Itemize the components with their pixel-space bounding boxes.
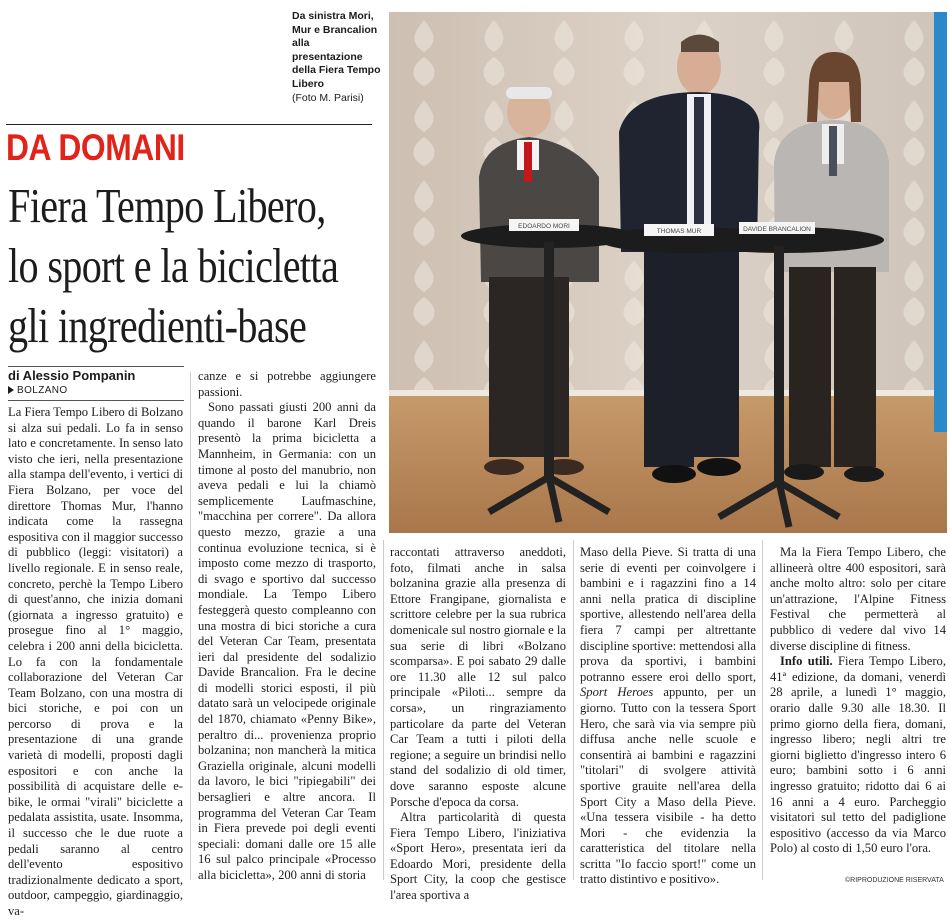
paragraph: Ma la Fiera Tempo Libero, che allineerà oltre 400 espositori, sarà anche molto altro: solo per citare un'attrazione, l'Alpine Fitness Festival che permetterà al pubblico di vedere dal vivo 14 diverse discipline di fitness. (770, 545, 946, 653)
article-column-2 (198, 369, 376, 882)
byline-rule (8, 366, 184, 367)
paragraph: La Fiera Tempo Libero di Bolzano si alza sui pedali. Lo fa in senso lato e concretamente. In senso lato visto che ieri, nella presentazione alla stampa dell'evento, i vertici di Fiera Bolzano, per voce del direttore Thomas Mur, l'hanno indicata come la rassegna espositiva con il maggior successo di pubblico (leggi: visitatori) a livello regionale. E in senso reale, concreto, perchè la Tempo Libero di quest'anno, che inizia domani (giornata a ingresso gratuito) e prosegue fino al 1° maggio, celebra i 200 anni della bicicletta. Lo fa con la fondamentale collaborazione del Veteran Car Team Bolzano, con una mostra di bici storiche, e poi con un percorso di prova e la presentazione di una grande varietà di modelli, proposti dagli espositori e con anche la possibilità di acquistare delle e-bike, le ormai "virali" biciclette a pedalata assistita, usate. Insomma, il successo che le due ruote a pedali saranno al centro dell'evento espositivo tradizionalmente dedicato a sport, outdoor, campeggio, giardinaggio, va- (8, 405, 183, 918)
column-rule-3 (573, 540, 574, 880)
paragraph: Altra particolarità di questa Fiera Tempo Libero, l'iniziativa «Sport Hero», presentata ieri da Edoardo Mori, presidente della Sport City, la coop che gestisce l'area sportiva a (390, 810, 566, 903)
article-column-4 (580, 545, 756, 887)
dateline (8, 385, 68, 396)
headline-line-3: gli ingredienti-base (8, 298, 307, 353)
info-paragraph (770, 654, 946, 857)
photo-illustration (389, 12, 947, 533)
info-label: Info utili. (780, 654, 833, 669)
article-column-1 (8, 405, 183, 918)
photo-caption (292, 10, 382, 105)
article-column-3 (390, 545, 566, 903)
photo-credit: (Foto M. Parisi) (292, 91, 364, 104)
triangle-icon (8, 386, 14, 394)
headline-line-2: lo sport e la bicicletta (8, 238, 339, 293)
paragraph-text: appunto, per un giorno. Tutto con la tessera Sport Hero, che sarà via via sempre più diffusa anche nelle scuole e consentirà ai bambini e ragazzini "titolari" di svolgere attività sportive grauite nell'area della Sport City a Maso della Pieve. «Una tessera visibile - ha detto Mori - che evidenzia la caratteristica del titolare nella scritta "Io faccio sport!" come un tratto distintivo e positivo». (580, 685, 756, 887)
dateline-rule (8, 400, 184, 401)
paragraph: canze e si potrebbe aggiungere passioni. (198, 369, 376, 399)
column-rule-2 (383, 540, 384, 880)
byline: di Alessio Pompanin (8, 368, 136, 383)
copyright-notice: ©RIPRODUZIONE RISERVATA (845, 877, 944, 884)
placard-brancalion: DAVIDE BRANCALION (743, 226, 811, 233)
kicker: DA DOMANI (6, 127, 185, 168)
headline (8, 176, 369, 356)
sport-heroes-emphasis: Sport Heroes (580, 685, 654, 700)
placard-mori: EDOARDO MORI (518, 223, 570, 230)
headline-line-1: Fiera Tempo Libero, (8, 178, 326, 233)
column-rule-1 (190, 372, 191, 880)
press-photo (389, 12, 947, 533)
dateline-place: BOLZANO (17, 385, 68, 396)
article-column-5 (770, 545, 946, 875)
info-text: Fiera Tempo Libero, 41ª edizione, da domani, venerdì 28 aprile, a lunedì 1° maggio, orario dalle 9.30 alle 18.30. Il primo giorno della fiera, domani, ingresso libero; negli altri tre giorni biglietto d'ingresso intero 6 euro; bambini sotto i 6 anni ingresso gratuito; ridotto dai 6 ai 16 anni a 4 euro. Parcheggio visitatori sul tetto del padiglione espositivo (accesso da via Marco Polo) al costo di 1,50 euro l'ora. (770, 654, 946, 856)
paragraph-text: Maso della Pieve. Si tratta di una serie di eventi per coinvolgere i bambini e i ragazzini fino a 14 anni nella pratica di discipline sportive, allestendo nell'area della fiera 7 campi per altrettante discipline sportive: mettendosi alla prova da sportivi, i bambini potranno essere eroi dello sport, (580, 545, 756, 684)
kicker-rule (6, 124, 372, 125)
column-rule-4 (762, 540, 763, 880)
paragraph (580, 545, 756, 888)
paragraph: Sono passati giusti 200 anni da quando il barone Karl Dreis presentò la prima bicicletta a Mannheim, in Germania: con un timone al posto del manubrio, non aveva pedali e lui la chiamò semplicemente Laufmaschine, "macchina per correre". Da allora questo mezzo, grazie a una continua evoluzione tecnica, si è imposto come mezzo di trasporto, di svago e sportivo dal successo mondiale. La Tempo Libero festeggerà questo compleanno con una mostra di bici storiche a cura del Veteran Car Team, presentata ieri dal presidente del sodalizio Davide Brancalion. Fra le decine di modelli storici esposti, il più datato sarà un velocipede originale del 1870, chiamato «Penny Bike», peraltro di... provenienza proprio bolzanina; non mancherà la mitica Graziella originale, alcuni modelli da lavoro, le bici "ripiegabili" dei bersaglieri e altre ancora. Il programma del Veteran Car Team in Fiera prevede poi degli eventi speciali: domani dalle ore 15 alle 16 sul palco principale «Processo alla bicicletta», 200 anni di storia (198, 400, 376, 882)
caption-text: Da sinistra Mori, Mur e Brancalion alla presentazione della Fiera Tempo Libero (292, 10, 381, 90)
placard-mur: THOMAS MUR (656, 228, 702, 235)
paragraph: raccontati attraverso aneddoti, foto, filmati anche in salsa bolzanina grazie alla presenza di Ettore Frangipane, giornalista e scrittore celebre per la sua rubrica domenicale sul nostro giornale e la sua serie di libri «Bolzano scomparsa». E poi sabato 29 dalle ore 11.30 alle 12 sul palco principale «Piloti... sempre da corsa», un ringraziamento particolare da parte del Veteran Car Team a tutti i piloti della regione; a seguire un brindisi nello stand del sodalizio di old timer, dove saranno esposte alcune Porsche d'epoca da corsa. (390, 545, 566, 809)
